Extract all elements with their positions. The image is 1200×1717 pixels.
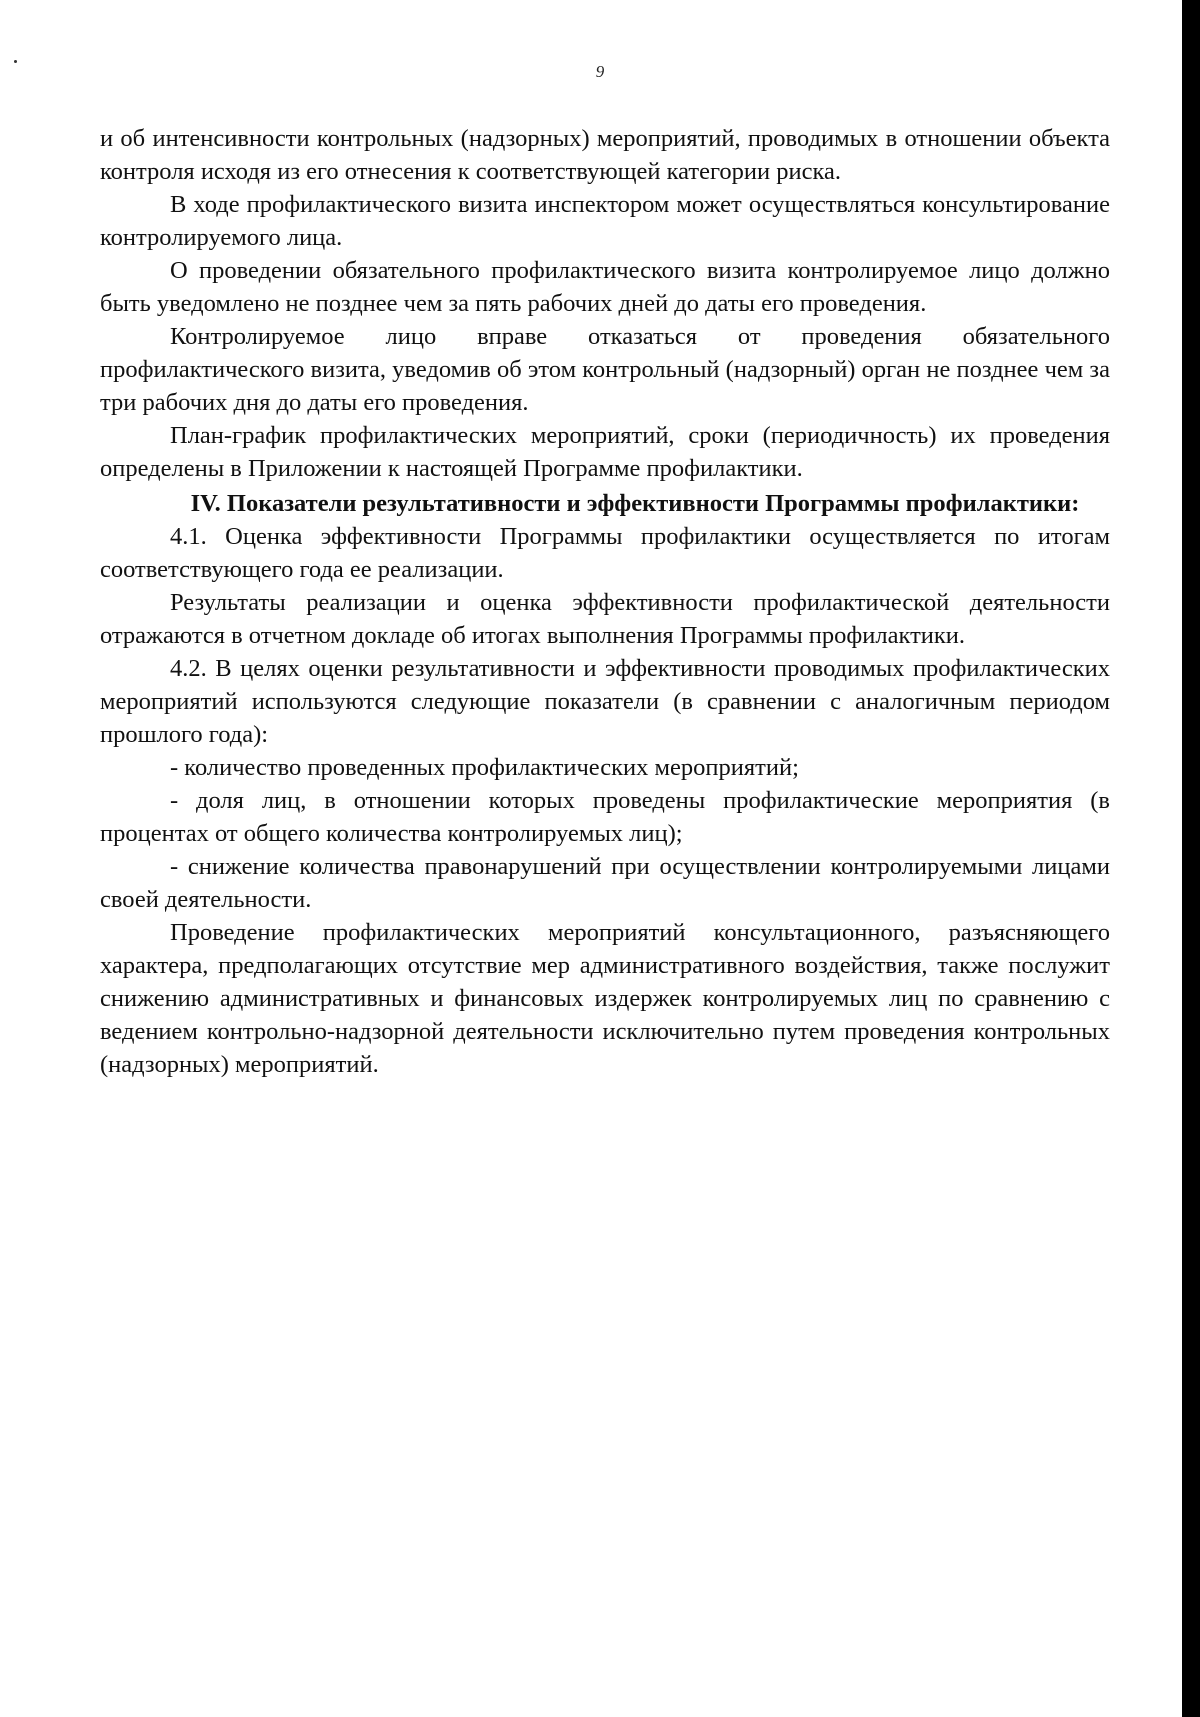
- list-item-share: - доля лиц, в отношении которых проведены профилактические мероприятия (в процентах от общего количества контролируемых лиц);: [100, 787, 1110, 847]
- paragraph-consultation: В ходе профилактического визита инспектором может осуществляться консультирование контролируемого лица.: [100, 191, 1110, 251]
- paragraph-risk-category: и об интенсивности контрольных (надзорных) мероприятий, проводимых в отношении объекта контроля исходя из его отнесения к соответствующей категории риска.: [100, 125, 1110, 185]
- list-item-violations: - снижение количества правонарушений при осуществлении контролируемыми лицами своей деятельности.: [100, 853, 1110, 913]
- paragraph-4-1: 4.1. Оценка эффективности Программы профилактики осуществляется по итогам соответствующего года ее реализации.: [100, 523, 1110, 583]
- scan-edge: [1182, 0, 1200, 1717]
- paragraph-results: Результаты реализации и оценка эффективности профилактической деятельности отражаются в отчетном докладе об итогах выполнения Программы профилактики.: [100, 589, 1110, 649]
- paragraph-notification: О проведении обязательного профилактического визита контролируемое лицо должно быть уведомлено не позднее чем за пять рабочих дней до даты его проведения.: [100, 257, 1110, 317]
- page-number: 9: [595, 62, 605, 81]
- document-body: [100, 122, 1110, 1081]
- paragraph-4-2: 4.2. В целях оценки результативности и эффективности проводимых профилактических мероприятий используются следующие показатели (в сравнении с аналогичным периодом прошлого года):: [100, 655, 1110, 748]
- section-heading: IV. Показатели результативности и эффективности Программы профилактики:: [190, 490, 1080, 517]
- paragraph-refusal: Контролируемое лицо вправе отказаться от проведения обязательного профилактического визита, уведомив об этом контрольный (надзорный) орган не позднее чем за три рабочих дня до даты его проведения.: [100, 323, 1110, 416]
- list-item-count: - количество проведенных профилактических мероприятий;: [170, 754, 799, 781]
- paragraph-conclusion: Проведение профилактических мероприятий консультационного, разъясняющего характера, предполагающих отсутствие мер административного воздействия, также послужит снижению административных и финансовых издержек контролируемых лиц по сравнению с ведением контрольно-надзорной деятельности исключительно путем проведения контрольных (надзорных) мероприятий.: [100, 919, 1110, 1078]
- paragraph-schedule: План-график профилактических мероприятий, сроки (периодичность) их проведения определены в Приложении к настоящей Программе профилактики.: [100, 422, 1110, 482]
